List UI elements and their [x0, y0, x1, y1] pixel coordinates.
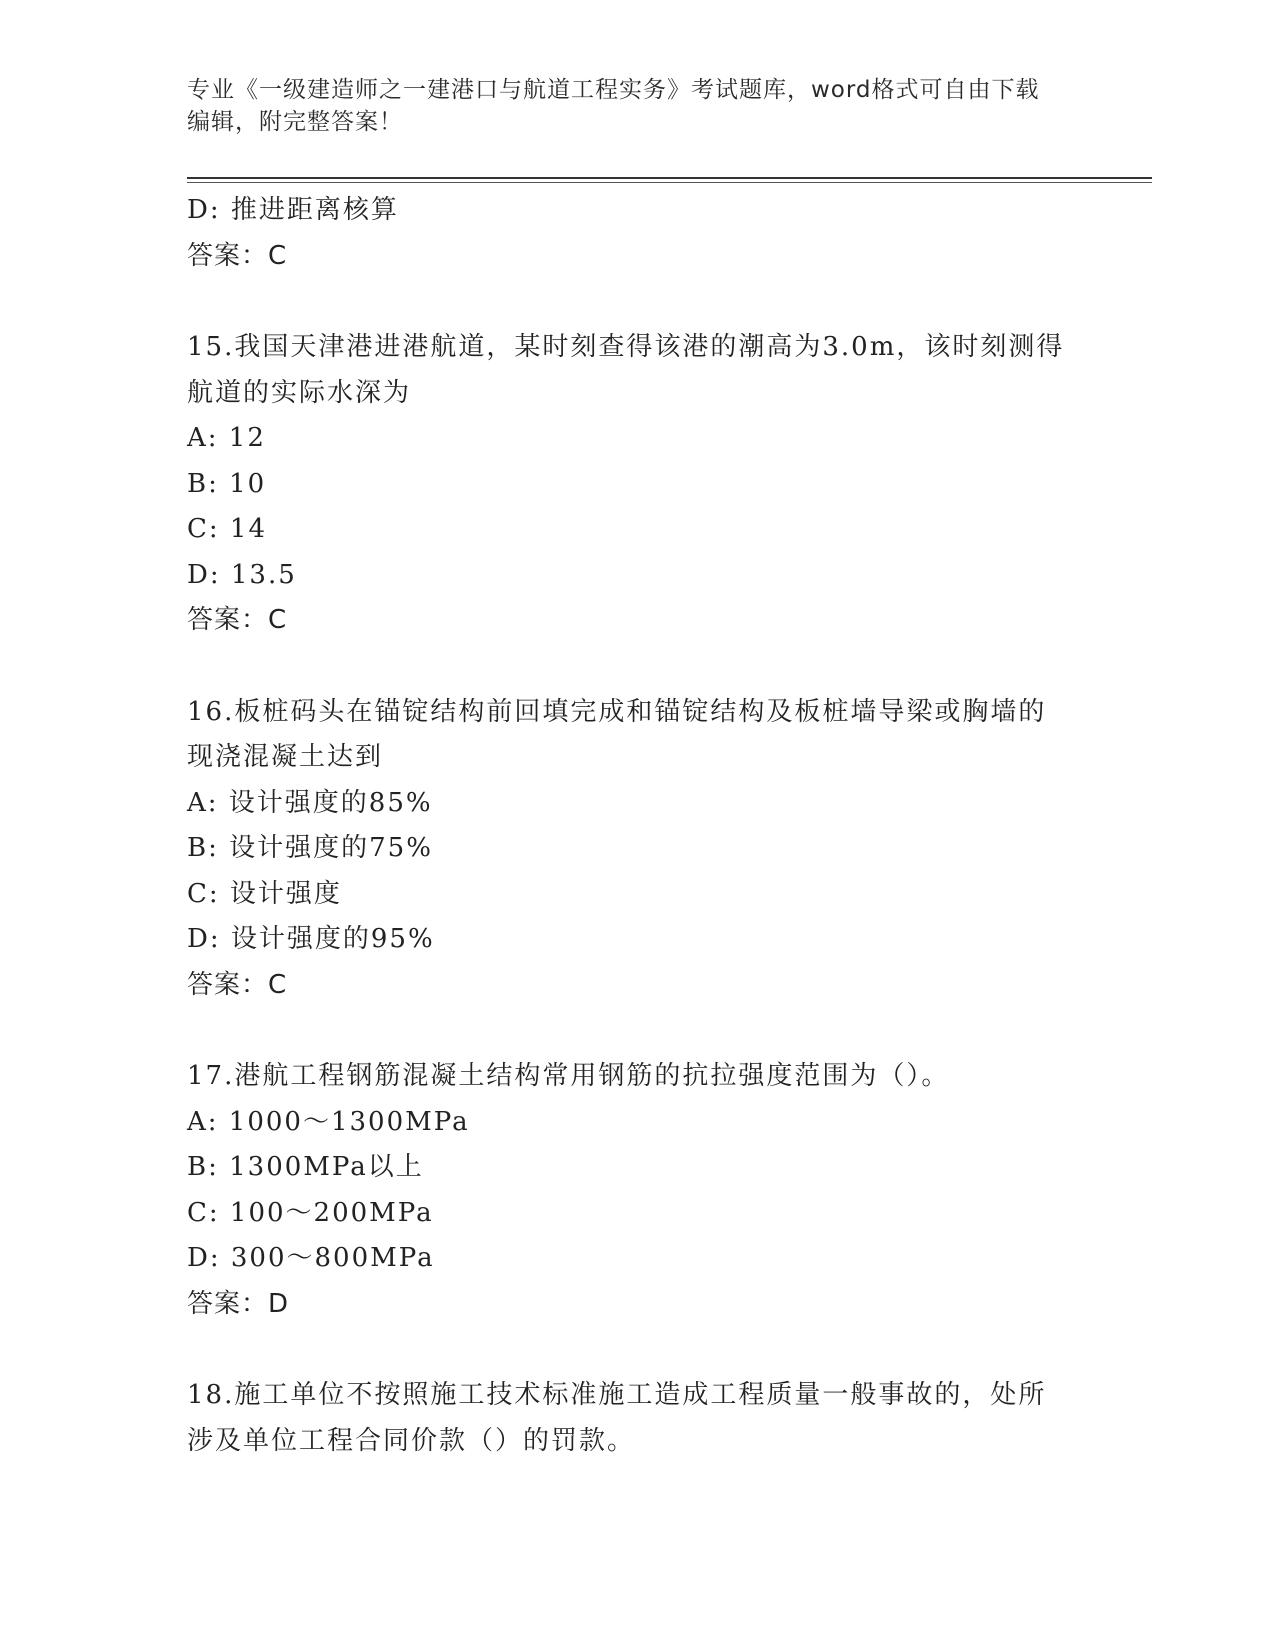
q14-answer: 答案：C [187, 240, 288, 271]
question-17-text-line-1: 17.港航工程钢筋混凝土结构常用钢筋的抗拉强度范围为（）。 [187, 1061, 950, 1091]
spacer [187, 1008, 1087, 1054]
question-18-text-line-2: 涉及单位工程合同价款（）的罚款。 [187, 1425, 636, 1456]
question-15-option-b: B: 10 [187, 468, 267, 499]
q14-option-d: D: 推进距离核算 [187, 195, 399, 225]
header-line-2: 编辑，附完整答案！ [187, 109, 403, 135]
header-line-1: 专业《一级建造师之一建港口与航道工程实务》考试题库，word格式可自由下载 [187, 77, 1040, 103]
question-18-text-line-1: 18.施工单位不按照施工技术标准施工造成工程质量一般事故的，处所 [187, 1380, 1047, 1410]
question-16-text-line-2: 现浇混凝土达到 [187, 742, 384, 772]
question-15 [187, 325, 1087, 644]
document-body [187, 188, 1087, 1464]
question-15-text-line-1: 15.我国天津港进港航道，某时刻查得该港的潮高为3.0m，该时刻测得 [187, 332, 1065, 362]
question-16-option-c: C: 设计强度 [187, 878, 342, 909]
question-16-option-b: B: 设计强度的75% [187, 833, 433, 863]
question-16-text-line-1: 16.板桩码头在锚锭结构前回填完成和锚锭结构及板桩墙导梁或胸墙的 [187, 696, 1047, 727]
question-16-answer: 答案：C [187, 969, 288, 1000]
question-16 [187, 690, 1087, 1009]
question-17-option-d: D: 300～800MPa [187, 1243, 435, 1273]
question-15-answer: 答案：C [187, 605, 288, 635]
question-17-option-c: C: 100～200MPa [187, 1197, 434, 1228]
question-15-option-d: D: 13.5 [187, 559, 297, 590]
spacer [187, 1327, 1087, 1373]
question-17-option-a: A: 1000～1300MPa [187, 1106, 470, 1137]
question-16-option-d: D: 设计强度的95% [187, 924, 435, 954]
spacer [187, 644, 1087, 690]
question-16-option-a: A: 设计强度的85% [187, 787, 433, 818]
question-17 [187, 1054, 1087, 1327]
question-17-answer: 答案：D [187, 1288, 290, 1319]
document-header [187, 74, 1087, 138]
question-17-option-b: B: 1300MPa以上 [187, 1152, 424, 1182]
spacer [187, 279, 1087, 325]
question-15-text-line-2: 航道的实际水深为 [187, 377, 412, 408]
question-15-option-c: C: 14 [187, 514, 268, 544]
header-rule-thin [187, 182, 1152, 183]
header-rule-thick [187, 177, 1152, 179]
question-15-option-a: A: 12 [187, 423, 266, 453]
question-18 [187, 1373, 1087, 1464]
